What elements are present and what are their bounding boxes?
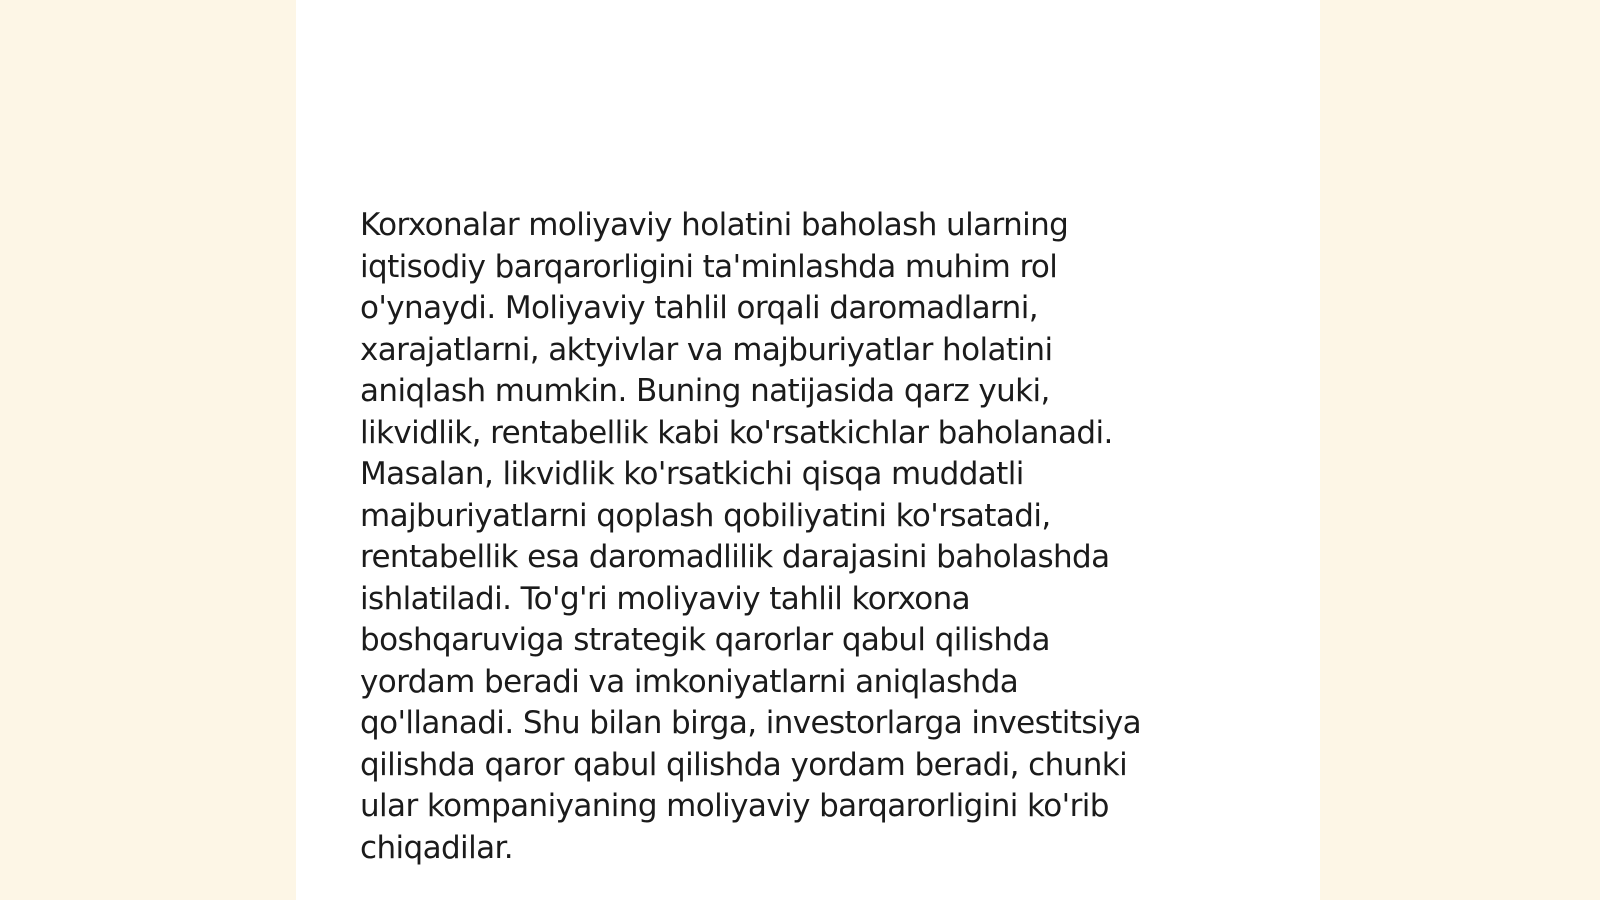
paragraph-line: qilishda qaror qabul qilishda yordam beradi, chunki bbox=[360, 746, 1128, 783]
paragraph-line: rentabellik esa daromadlilik darajasini baholashda bbox=[360, 539, 1110, 575]
paragraph-line: boshqaruviga strategik qarorlar qabul qilishda bbox=[360, 622, 1050, 658]
paragraph-line: Masalan, likvidlik ko'rsatkichi qisqa muddatli bbox=[360, 456, 1024, 492]
paragraph-line: chiqadilar. bbox=[360, 829, 514, 866]
paragraph-line: qo'llanadi. Shu bilan birga, investorlarga investitsiya bbox=[360, 705, 1142, 741]
paragraph-line: yordam beradi va imkoniyatlarni aniqlashda bbox=[360, 663, 1019, 700]
paragraph-line: Korxonalar moliyaviy holatini baholash ularning bbox=[360, 207, 1069, 243]
paragraph-line: o'ynaydi. Moliyaviy tahlil orqali daromadlarni, bbox=[360, 290, 1038, 326]
paragraph-line: ishlatiladi. To'g'ri moliyaviy tahlil korxona bbox=[360, 580, 971, 617]
document-page bbox=[296, 0, 1320, 900]
paragraph-line: xarajatlarni, aktyivlar va majburiyatlar holatini bbox=[360, 331, 1053, 368]
paragraph-line: likvidlik, rentabellik kabi ko'rsatkichlar baholanadi. bbox=[360, 414, 1113, 451]
paragraph-line: ular kompaniyaning moliyaviy barqarorligini ko'rib bbox=[360, 788, 1109, 824]
body-paragraph bbox=[360, 205, 1240, 869]
paragraph-line: aniqlash mumkin. Buning natijasida qarz yuki, bbox=[360, 373, 1050, 409]
paragraph-line: iqtisodiy barqarorligini ta'minlashda muhim rol bbox=[360, 248, 1058, 285]
paragraph-line: majburiyatlarni qoplash qobiliyatini ko'rsatadi, bbox=[360, 497, 1051, 534]
